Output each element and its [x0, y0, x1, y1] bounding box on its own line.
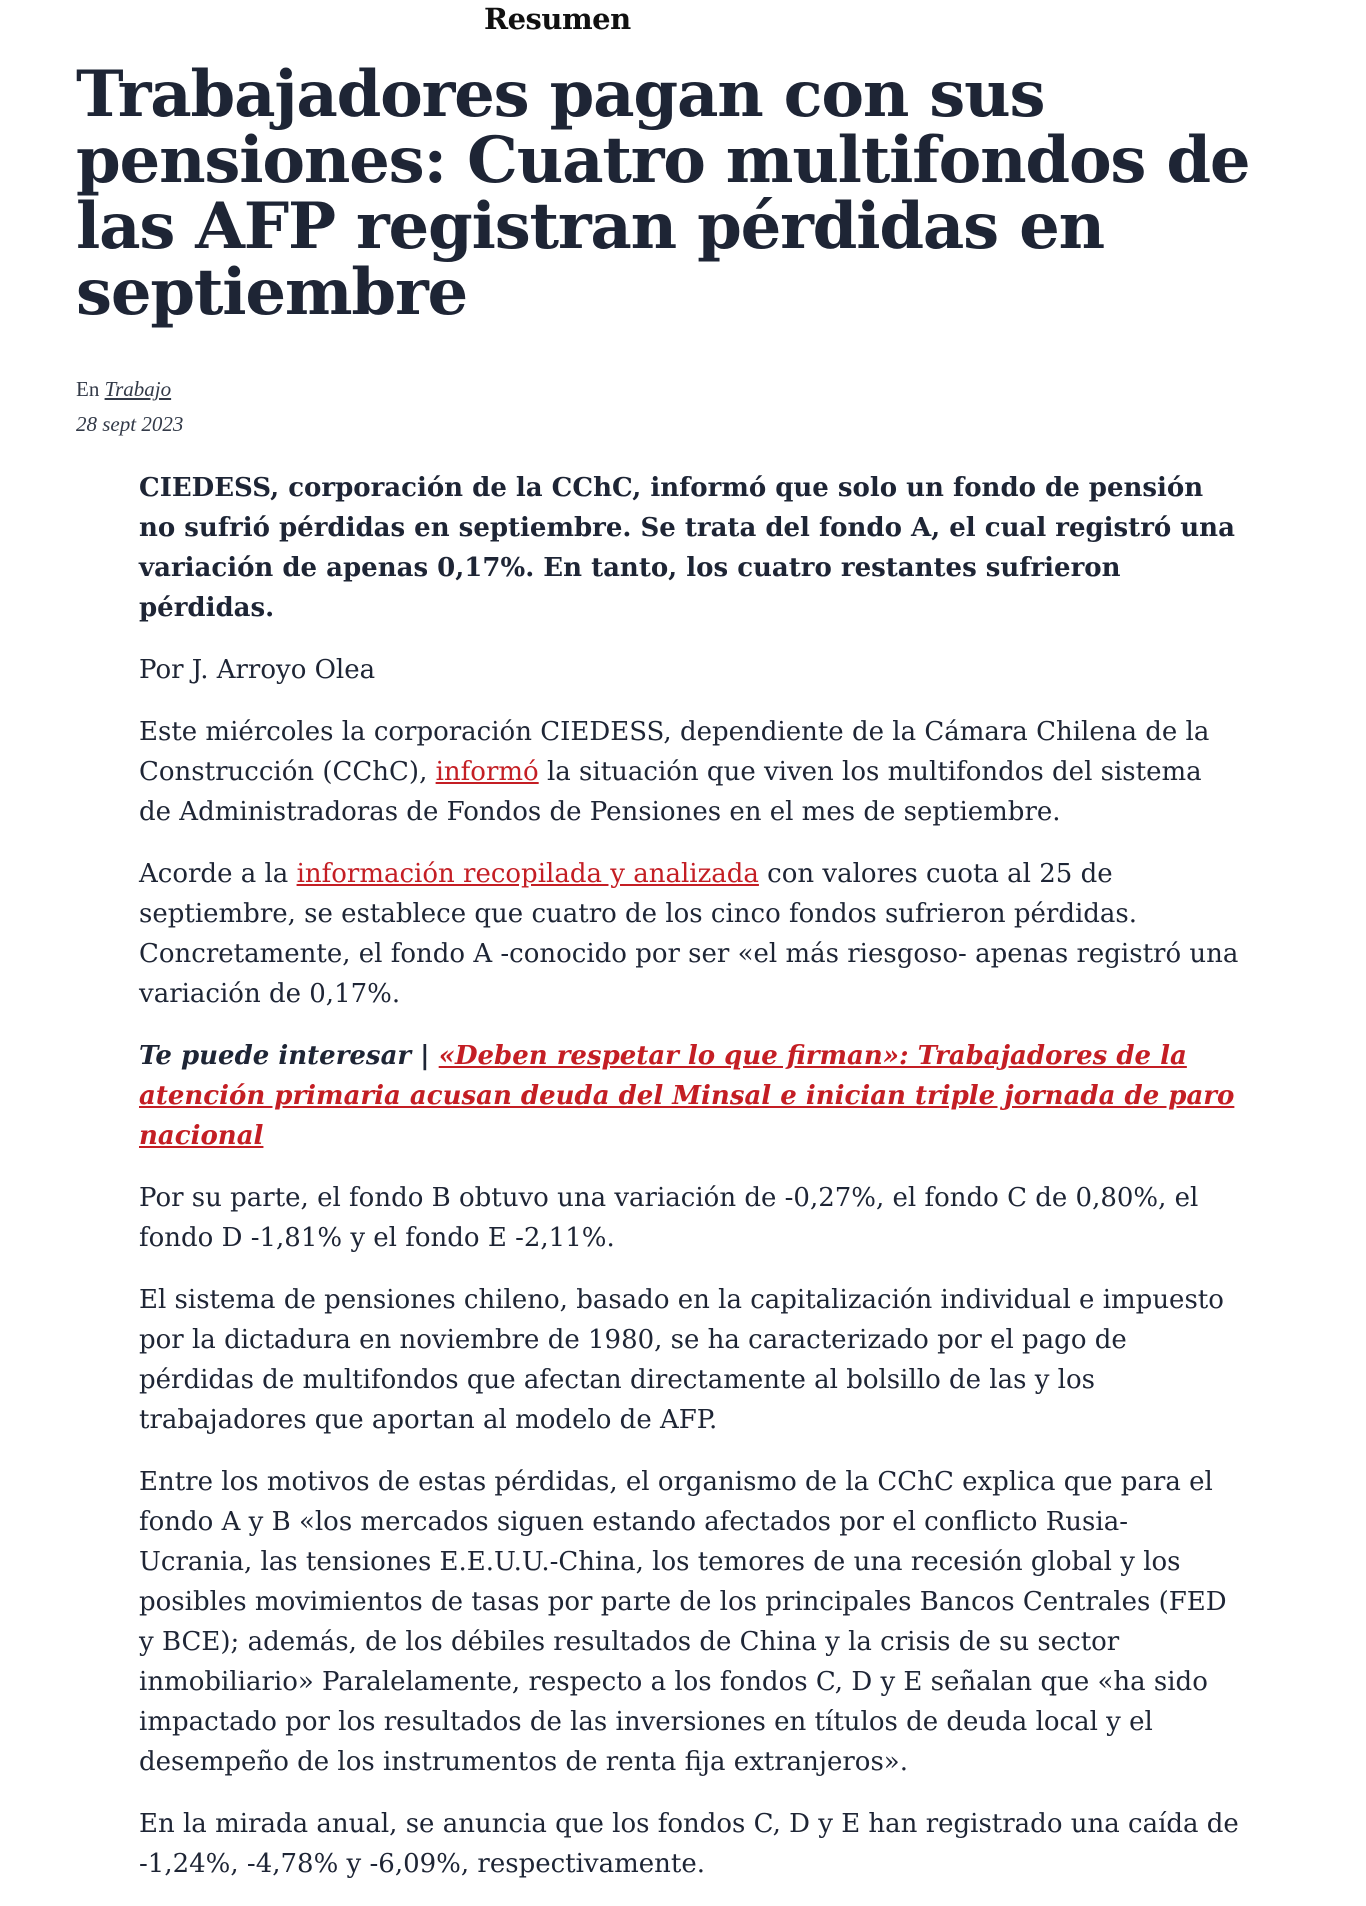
category-prefix: En: [76, 377, 100, 401]
paragraph: En la mirada anual, se anuncia que los fondos C, D y E han registrado una caída de -1,24%, -4,78% y -6,09%, respectivamente.: [139, 1809, 1239, 1879]
paragraph: [139, 854, 1239, 1014]
paragraph-text: Este miércoles la corporación CIEDESS, dependiente de la Cámara Chilena de la Construcción (CChC),: [139, 717, 1210, 787]
paragraph: Entre los motivos de estas pérdidas, el organismo de la CChC explica que para el fondo A y B «los mercados siguen estando afectados por el conflicto Rusia-Ucrania, las tensiones E.E.U.U.-China, los temores de una recesión global y los posibles movimientos de tasas por parte de los principales Bancos Centrales (FED y BCE); además, de los débiles resultados de China y la crisis de su sector inmobiliario» Paralelamente, respecto a los fondos C, D y E señalan que «ha sido impactado por los resultados de las inversiones en títulos de deuda local y el desempeño de los instrumentos de renta fija extranjeros».: [139, 1467, 1227, 1777]
article-lead: CIEDESS, corporación de la CChC, informó que solo un fondo de pensión no sufrió pérdidas en septiembre. Se trata del fondo A, el cual registró una variación de apenas 0,17%. En tanto, los cuatro restantes sufrieron pérdidas.: [139, 473, 1235, 623]
paragraph: Por su parte, el fondo B obtuvo una variación de -0,27%, el fondo C de 0,80%, el fondo D -1,81% y el fondo E -2,11%.: [139, 1183, 1199, 1253]
informacion-link[interactable]: información recopilada y analizada: [296, 859, 759, 889]
related-article: [139, 1036, 1239, 1156]
related-article-link[interactable]: «Deben respetar lo que firman»: Trabajadores de la atención primaria acusan deuda del Minsal e inician triple jornada de paro nacional: [139, 1041, 1235, 1151]
site-logo[interactable]: Resumen: [484, 2, 631, 36]
article-body: [139, 468, 1239, 1906]
article-headline: Trabajadores pagan con sus pensiones: Cuatro multifondos de las AFP registran pérdidas en septiembre: [76, 57, 1250, 330]
paragraph: [139, 712, 1239, 832]
paragraph: El sistema de pensiones chileno, basado en la capitalización individual e impuesto por la dictadura en noviembre de 1980, se ha caracterizado por el pago de pérdidas de multifondos que afectan directamente al bolsillo de las y los trabajadores que aportan al modelo de AFP.: [139, 1285, 1224, 1435]
informo-link[interactable]: informó: [435, 757, 539, 787]
related-label: Te puede interesar |: [139, 1041, 439, 1071]
byline: Por J. Arroyo Olea: [139, 655, 376, 685]
paragraph-text: Acorde a la: [139, 859, 297, 889]
category-link[interactable]: Trabajo: [104, 377, 172, 401]
paragraph-text: la situación que viven los multifondos del sistema de Administradoras de Fondos de Pensiones en el mes de septiembre.: [139, 757, 1202, 827]
paragraph-text: con valores cuota al 25 de septiembre, se establece que cuatro de los cinco fondos sufrieron pérdidas. Concretamente, el fondo A -conocido por ser «el más riesgoso- apenas registró una variación de 0,17%.: [139, 859, 1239, 1009]
publish-date: 28 sept 2023: [76, 412, 184, 436]
article-meta: [76, 377, 183, 437]
